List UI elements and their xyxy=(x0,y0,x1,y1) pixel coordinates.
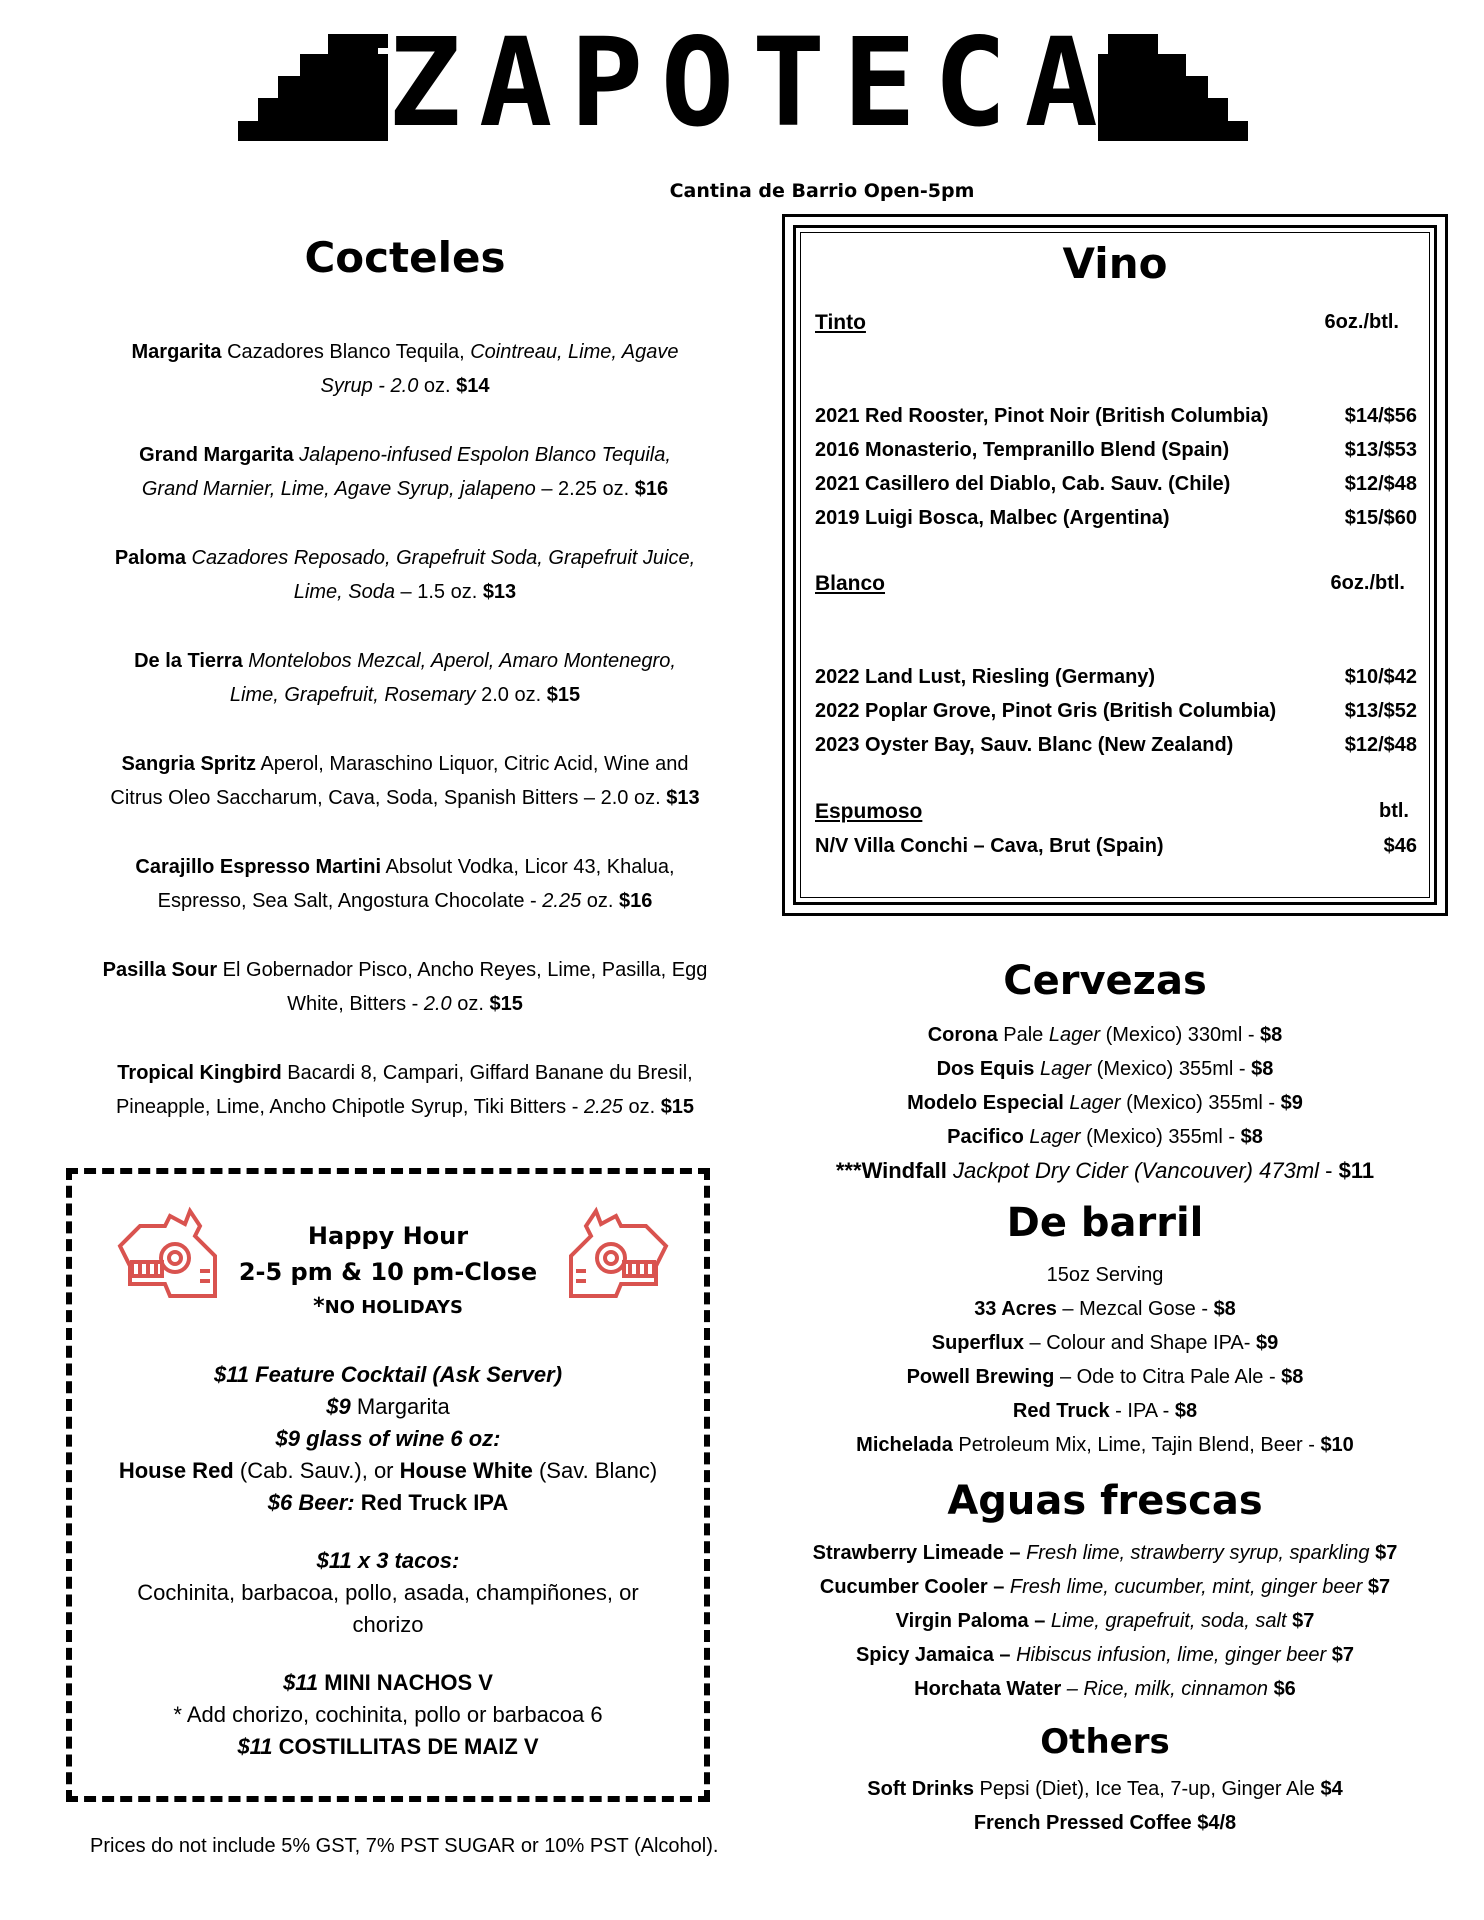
wine-name: N/V Villa Conchi – Cava, Brut (Spain) xyxy=(815,835,1164,857)
other-row xyxy=(760,1772,1450,1806)
beer-desc: (Mexico) 355ml - xyxy=(1080,1126,1241,1148)
hh-margarita-name: Margarita xyxy=(350,1394,450,1419)
wine-row xyxy=(815,734,1417,757)
beer-desc: Pale xyxy=(997,1024,1049,1046)
draft-desc: – Ode to Citra Pale Ale - xyxy=(1054,1366,1282,1388)
tax-footer: Prices do not include 5% GST, 7% PST SUGAR or 10% PST (Alcohol). xyxy=(90,1835,719,1857)
wine-price: $12/$48 xyxy=(1344,734,1417,756)
others-title: Others xyxy=(1040,1722,1170,1762)
beer-style: Lager xyxy=(1029,1126,1081,1148)
agua-price: $7 xyxy=(1331,1644,1355,1666)
no-holidays-text: NO HOLIDAYS xyxy=(324,1297,463,1318)
aguas-list xyxy=(760,1536,1450,1706)
cocktail-desc-italic: Lime, Soda xyxy=(293,581,395,603)
beer-price: $8 xyxy=(1251,1058,1274,1080)
cocktail-desc-italic: Syrup - 2.0 xyxy=(320,375,419,397)
happy-hour-box xyxy=(66,1168,710,1802)
agua-name: Horchata Water xyxy=(914,1678,1062,1700)
draft-row xyxy=(760,1360,1450,1394)
wine-row xyxy=(815,473,1417,496)
cocktail-item xyxy=(80,438,730,506)
cocktail-item xyxy=(80,644,730,712)
cocktail-name: Paloma xyxy=(114,547,186,569)
other-desc: Pepsi (Diet), Ice Tea, 7-up, Ginger Ale xyxy=(973,1778,1315,1800)
agua-row xyxy=(760,1672,1450,1706)
cocktail-desc-italic: 2.25 xyxy=(583,1096,623,1118)
cocktail-desc-italic: Cazadores Reposado, Grapefruit Soda, Grapefruit Juice, xyxy=(185,547,696,569)
agua-name: Virgin Paloma – xyxy=(895,1610,1046,1632)
cocktail-desc-italic: Lime, Grapefruit, Rosemary xyxy=(229,684,476,706)
beer-style: Lager xyxy=(1039,1058,1092,1080)
logo-letter: P xyxy=(569,12,644,154)
draft-row xyxy=(760,1326,1450,1360)
draft-name: Powell Brewing xyxy=(906,1366,1055,1388)
agua-desc: – Rice, milk, cinnamon xyxy=(1061,1678,1268,1700)
draft-price: $8 xyxy=(1174,1400,1198,1422)
logo-letter: C xyxy=(933,12,1007,154)
logo-letter: A xyxy=(1024,12,1098,154)
cocktail-line xyxy=(80,1090,730,1124)
cocktail-line xyxy=(80,438,730,472)
beer-row xyxy=(760,1154,1450,1188)
cocktail-desc: 2.0 oz. xyxy=(475,684,547,706)
blanco-unit: 6oz./btl. xyxy=(1330,572,1405,594)
beer-style: Jackpot Dry Cider (Vancouver) 473ml xyxy=(953,1158,1320,1183)
cocktail-price: $15 xyxy=(546,684,581,706)
agua-row xyxy=(760,1638,1450,1672)
agua-price: $7 xyxy=(1367,1576,1391,1598)
beer-name: Corona xyxy=(927,1024,998,1046)
de-barril-serving: 15oz Serving xyxy=(1046,1264,1164,1286)
cocktail-item xyxy=(80,335,730,403)
wine-row xyxy=(815,507,1417,530)
beer-name: Dos Equis xyxy=(936,1058,1035,1080)
wine-price: $14/$56 xyxy=(1344,405,1417,427)
cocktail-name: Carajillo Espresso Martini xyxy=(135,856,382,878)
beer-row xyxy=(760,1086,1450,1120)
happy-hour-title: Happy Hour xyxy=(307,1222,469,1250)
cocktail-desc: – 2.25 oz. xyxy=(535,478,635,500)
hh-tacos-line2: chorizo xyxy=(352,1612,424,1637)
espumoso-unit: btl. xyxy=(1379,800,1409,822)
hh-feature-cocktail: $11 Feature Cocktail (Ask Server) xyxy=(213,1362,563,1387)
cocktail-name: Grand Margarita xyxy=(139,444,294,466)
wine-price: $13/$53 xyxy=(1344,439,1417,461)
happy-hour-times: 2-5 pm & 10 pm-Close xyxy=(238,1258,538,1286)
other-row xyxy=(760,1806,1450,1840)
cocktail-desc: White, Bitters - xyxy=(287,993,424,1015)
aztec-skull-icon xyxy=(110,1206,230,1306)
cocktail-name: Margarita xyxy=(131,341,222,363)
aztec-skull-icon xyxy=(556,1206,676,1306)
other-name: French Pressed Coffee xyxy=(973,1812,1192,1834)
agua-row xyxy=(760,1570,1450,1604)
beer-price: $11 xyxy=(1338,1158,1375,1183)
cocktail-desc-italic: Jalapeno-infused Espolon Blanco Tequila, xyxy=(293,444,671,466)
cocktail-desc: Espresso, Sea Salt, Angostura Chocolate - xyxy=(157,890,543,912)
cocteles-title: Cocteles xyxy=(304,233,506,282)
hh-beer xyxy=(72,1490,704,1516)
hh-costillitas-price: $11 xyxy=(237,1734,273,1759)
beer-price: $8 xyxy=(1260,1024,1283,1046)
agua-name: Cucumber Cooler – xyxy=(819,1576,1005,1598)
beer-desc: (Mexico) 355ml - xyxy=(1091,1058,1252,1080)
cocktail-desc-italic: 2.0 xyxy=(423,993,452,1015)
cocktail-desc: oz. xyxy=(581,890,620,912)
agua-row xyxy=(760,1536,1450,1570)
de-barril-list xyxy=(760,1292,1450,1462)
draft-price: $8 xyxy=(1281,1366,1304,1388)
cocktail-line xyxy=(80,335,730,369)
wine-name: 2021 Red Rooster, Pinot Noir (British Columbia) xyxy=(815,405,1269,427)
draft-name: 33 Acres xyxy=(974,1298,1057,1320)
hh-costillitas-name: COSTILLITAS DE MAIZ V xyxy=(272,1734,539,1759)
cocktail-line xyxy=(80,953,730,987)
draft-price: $9 xyxy=(1256,1332,1279,1354)
hh-margarita xyxy=(72,1394,704,1420)
wine-row xyxy=(815,666,1417,689)
cocktail-item xyxy=(80,1056,730,1124)
aguas-title: Aguas frescas xyxy=(947,1478,1263,1524)
wine-row xyxy=(815,405,1417,428)
beer-name: Pacifico xyxy=(947,1126,1024,1148)
cocktail-line xyxy=(80,369,730,403)
agua-desc: Fresh lime, cucumber, mint, ginger beer xyxy=(1004,1576,1363,1598)
logo-letter: O xyxy=(660,12,735,154)
logo-wordmark xyxy=(388,12,1098,154)
beer-price: $8 xyxy=(1240,1126,1263,1148)
cocktail-price: $13 xyxy=(482,581,517,603)
cocktail-price: $14 xyxy=(456,375,490,397)
de-barril-title: De barril xyxy=(1006,1200,1204,1246)
draft-price: $10 xyxy=(1320,1434,1354,1456)
cocktail-price: $16 xyxy=(619,890,653,912)
cocktail-line xyxy=(80,575,730,609)
draft-name: Superflux xyxy=(931,1332,1024,1354)
draft-row xyxy=(760,1292,1450,1326)
cocktail-line xyxy=(80,1056,730,1090)
blanco-heading: Blanco xyxy=(815,572,886,595)
asterisk: * xyxy=(313,1294,325,1319)
draft-row xyxy=(760,1394,1450,1428)
draft-desc: – Mezcal Gose - xyxy=(1056,1298,1214,1320)
wine-name: 2019 Luigi Bosca, Malbec (Argentina) xyxy=(815,507,1170,529)
agua-desc: Hibiscus infusion, lime, ginger beer xyxy=(1010,1644,1327,1666)
cocktail-desc-italic: Cointreau, Lime, Agave xyxy=(470,341,679,363)
draft-desc: - IPA - xyxy=(1109,1400,1175,1422)
wine-row xyxy=(815,439,1417,462)
cocktail-desc: Citrus Oleo Saccharum, Cava, Soda, Spanish Bitters – 2.0 oz. xyxy=(110,787,667,809)
cocktail-desc-italic: Grand Marnier, Lime, Agave Syrup, jalapeno xyxy=(141,478,536,500)
hh-beer-label: $6 Beer: xyxy=(267,1490,355,1515)
draft-price: $8 xyxy=(1213,1298,1236,1320)
cocktail-line xyxy=(80,472,730,506)
wine-row xyxy=(815,835,1417,858)
cocktail-price: $16 xyxy=(634,478,669,500)
cocktail-line xyxy=(80,884,730,918)
vino-title: Vino xyxy=(1062,239,1168,288)
cocktail-desc: Aperol, Maraschino Liquor, Citric Acid, Wine and xyxy=(256,753,689,775)
wine-name: 2022 Poplar Grove, Pinot Gris (British Columbia) xyxy=(815,700,1277,722)
cocktail-desc: Absolut Vodka, Licor 43, Khalua, xyxy=(381,856,675,878)
wine-name: 2021 Casillero del Diablo, Cab. Sauv. (Chile) xyxy=(815,473,1231,495)
cocktail-desc: Pineapple, Lime, Ancho Chipotle Syrup, Tiki Bitters - xyxy=(115,1096,584,1118)
beer-style: Lager xyxy=(1069,1092,1121,1114)
agua-price: $7 xyxy=(1375,1542,1398,1564)
logo-letter: Z xyxy=(388,12,462,154)
cocktail-line xyxy=(80,850,730,884)
other-price: $4 xyxy=(1320,1778,1343,1800)
hh-wine-glass: $9 glass of wine 6 oz: xyxy=(275,1426,501,1451)
hh-house-red-desc: (Cab. Sauv.), or xyxy=(233,1458,400,1483)
cocktail-desc-italic: 2.25 xyxy=(542,890,582,912)
wine-price: $15/$60 xyxy=(1344,507,1417,529)
cocktail-item xyxy=(80,541,730,609)
agua-name: Spicy Jamaica – xyxy=(855,1644,1011,1666)
zapoteca-logo xyxy=(238,12,1248,154)
hh-nachos-add: * Add chorizo, cochinita, pollo or barbacoa 6 xyxy=(173,1702,603,1727)
logo-letter: T xyxy=(751,12,826,154)
cocktail-item xyxy=(80,850,730,918)
cocktail-line xyxy=(80,987,730,1021)
agua-desc: Fresh lime, strawberry syrup, sparkling xyxy=(1020,1542,1370,1564)
cocktail-line xyxy=(80,541,730,575)
cervezas-list xyxy=(760,1018,1450,1188)
hh-tacos-title: $11 x 3 tacos: xyxy=(316,1548,460,1573)
espumoso-heading: Espumoso xyxy=(815,800,923,823)
wine-price: $13/$52 xyxy=(1344,700,1417,722)
wine-price: $46 xyxy=(1383,835,1417,857)
tinto-heading: Tinto xyxy=(815,311,866,334)
wine-name: 2022 Land Lust, Riesling (Germany) xyxy=(815,666,1156,688)
hh-tacos-line1: Cochinita, barbacoa, pollo, asada, champiñones, or xyxy=(137,1580,639,1605)
other-price: $4/8 xyxy=(1197,1812,1237,1834)
cocktail-price: $15 xyxy=(489,993,523,1015)
cocktail-item xyxy=(80,747,730,815)
draft-row xyxy=(760,1428,1450,1462)
hh-house-white: House White xyxy=(399,1458,533,1483)
cocktail-desc: Cazadores Blanco Tequila, xyxy=(221,341,471,363)
agua-name: Strawberry Limeade – xyxy=(812,1542,1021,1564)
draft-name: Red Truck xyxy=(1012,1400,1110,1422)
others-list xyxy=(760,1772,1450,1840)
wine-name: 2016 Monasterio, Tempranillo Blend (Spain) xyxy=(815,439,1230,461)
wine-row xyxy=(815,700,1417,723)
cocktail-desc: oz. xyxy=(451,993,490,1015)
beer-price: $9 xyxy=(1280,1092,1303,1114)
hh-nachos xyxy=(72,1670,704,1696)
beer-row xyxy=(760,1120,1450,1154)
beer-desc: (Mexico) 355ml - xyxy=(1120,1092,1281,1114)
cocktail-name: De la Tierra xyxy=(134,650,243,672)
cocktail-line xyxy=(80,678,730,712)
hh-beer-name: Red Truck IPA xyxy=(354,1490,509,1515)
cocktail-line xyxy=(80,644,730,678)
hh-nachos-name: MINI NACHOS V xyxy=(318,1670,493,1695)
cocktail-line xyxy=(80,747,730,781)
cocktail-name: Pasilla Sour xyxy=(102,959,218,981)
beer-desc: (Mexico) 330ml - xyxy=(1100,1024,1261,1046)
beer-name: Modelo Especial xyxy=(907,1092,1064,1114)
agua-row xyxy=(760,1604,1450,1638)
beer-name: Windfall xyxy=(861,1158,947,1183)
cocktail-desc: oz. xyxy=(622,1096,661,1118)
agua-price: $7 xyxy=(1292,1610,1315,1632)
cocktail-desc-italic: Montelobos Mezcal, Aperol, Amaro Montenegro, xyxy=(242,650,676,672)
cervezas-title: Cervezas xyxy=(1003,958,1207,1004)
logo-letter: A xyxy=(478,12,553,154)
cocktail-line xyxy=(80,781,730,815)
cocktail-item xyxy=(80,953,730,1021)
cocktail-price: $13 xyxy=(666,787,700,809)
wine-name: 2023 Oyster Bay, Sauv. Blanc (New Zealand) xyxy=(815,734,1234,756)
beer-row xyxy=(760,1018,1450,1052)
cocktail-name: Tropical Kingbird xyxy=(117,1062,282,1084)
subtitle: Cantina de Barrio Open-5pm xyxy=(669,180,975,202)
beer-row xyxy=(760,1052,1450,1086)
beer-desc: - xyxy=(1319,1158,1339,1183)
cocktail-name: Sangria Spritz xyxy=(121,753,257,775)
cocktail-price: $15 xyxy=(660,1096,695,1118)
agua-desc: Lime, grapefruit, soda, salt xyxy=(1045,1610,1287,1632)
logo-letter: E xyxy=(842,12,917,154)
cocktail-desc: El Gobernador Pisco, Ancho Reyes, Lime, Pasilla, Egg xyxy=(217,959,708,981)
hh-house-wines xyxy=(72,1458,704,1484)
wine-price: $12/$48 xyxy=(1344,473,1417,495)
hh-nachos-price: $11 xyxy=(283,1670,319,1695)
beer-style: Lager xyxy=(1048,1024,1101,1046)
beer-prefix: *** xyxy=(835,1158,862,1183)
hh-margarita-price: $9 xyxy=(326,1394,351,1419)
hh-costillitas xyxy=(72,1734,704,1760)
happy-hour-no-holidays xyxy=(72,1294,704,1319)
hh-house-red: House Red xyxy=(118,1458,234,1483)
draft-name: Michelada xyxy=(856,1434,953,1456)
tinto-unit: 6oz./btl. xyxy=(1324,311,1399,333)
other-name: Soft Drinks xyxy=(867,1778,974,1800)
wine-price: $10/$42 xyxy=(1344,666,1417,688)
vino-box xyxy=(782,214,1448,916)
draft-desc: – Colour and Shape IPA- xyxy=(1024,1332,1256,1354)
cocktail-desc: oz. xyxy=(418,375,457,397)
draft-desc: Petroleum Mix, Lime, Tajin Blend, Beer - xyxy=(952,1434,1321,1456)
cocktail-desc: Bacardi 8, Campari, Giffard Banane du Bresil, xyxy=(281,1062,693,1084)
cocktail-desc: – 1.5 oz. xyxy=(394,581,483,603)
agua-price: $6 xyxy=(1273,1678,1296,1700)
hh-house-white-desc: (Sav. Blanc) xyxy=(532,1458,658,1483)
